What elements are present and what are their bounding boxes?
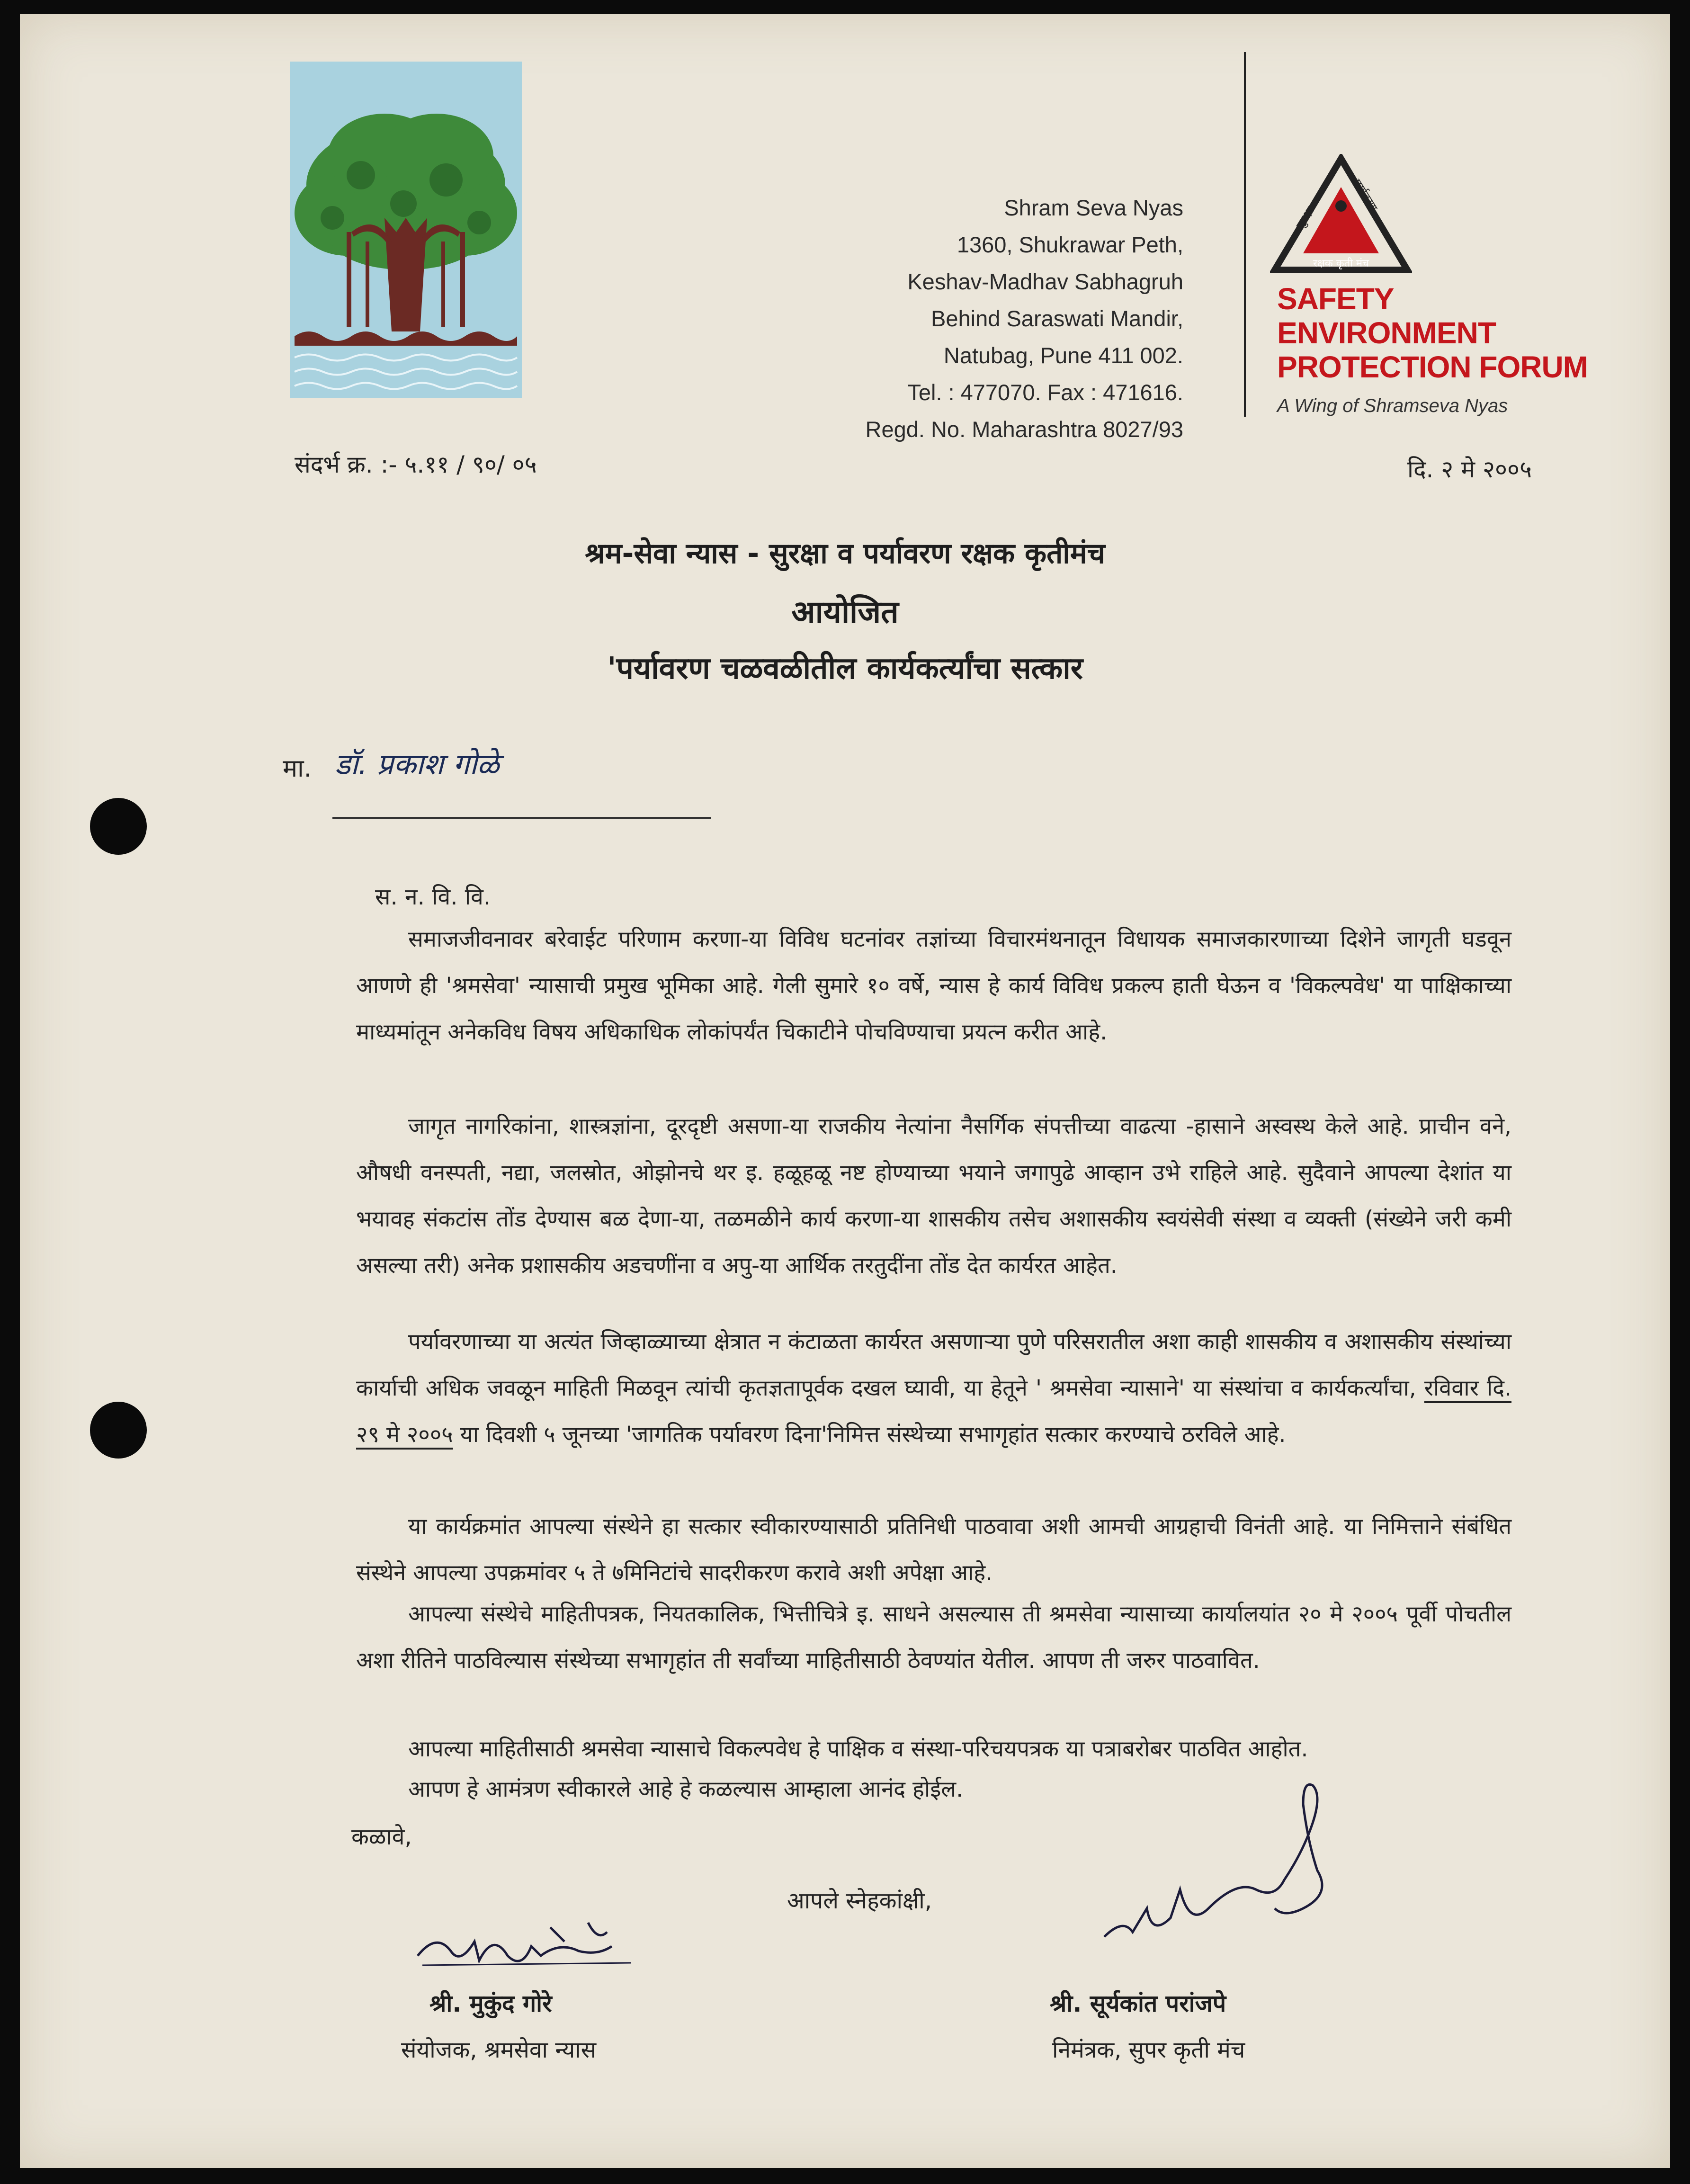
paragraph-text: समाजजीवनावर बरेवाईट परिणाम करणा-या विविध घटनांवर तज्ञांच्या विचारमंथनातून विधायक समाजकारणाच्या दिशेने जागृती घडवून आणणे ही 'श्रमसेवा' न्यासाची प्रमुख भूमिका आहे. गेली सुमारे १० वर्षे, न्यास हे कार्य विविध प्रकल्प हाती घेऊन व 'विकल्पवेध' या पाक्षिकाच्या माध्यमांतून अनेकविध विषय अधिकाधिक लोकांपर्यंत चिकाटीने पोचविण्याचा प्रयत्न करीत आहे. <box>356 926 1511 1045</box>
event-date: रविवार दि. २९ मे २००५ <box>356 1375 1511 1448</box>
salutation: स. न. वि. वि. <box>375 884 491 910</box>
forum-subtitle: A Wing of Shramseva Nyas <box>1277 395 1508 416</box>
svg-text:पर्यावरण: पर्यावरण <box>1350 177 1381 214</box>
address-line: Natubag, Pune 411 002. <box>943 343 1183 368</box>
paragraph-text: या कार्यक्रमांत आपल्या संस्थेने हा सत्कार स्वीकारण्यासाठी प्रतिनिधी पाठवावा अशी आमची आग्रहाची विनंती आहे. या निमित्ताने संबंधित संस्थेने आपल्या उपक्रमांवर ५ ते ७मिनिटांचे सादरीकरण करावे अशी अपेक्षा आहे. <box>356 1513 1511 1586</box>
paragraph <box>356 1591 1511 1684</box>
forum-title-line: SAFETY <box>1277 282 1394 316</box>
banyan-tree-icon <box>290 62 522 398</box>
paragraph-text: जागृत नागरिकांना, शास्त्रज्ञांना, दूरदृष्टी असणा-या राजकीय नेत्यांना नैसर्गिक संपत्तीच्या वाढत्या -हासाने अस्वस्थ केले आहे. प्राचीन वने, औषधी वनस्पती, नद्या, जलस्रोत, ओझोनचे थर इ. हळूहळू नष्ट होण्याच्या भयाने जगापुढे आव्हान उभे राहिले आहे. सुदैवाने आपल्या देशांत या भयावह संकटांस तोंड देण्यास बळ देणा-या, तळमळीने कार्य करणा-या शासकीय तसेच अशासकीय स्वयंसेवी संस्था व व्यक्ती (संख्येने जरी कमी असल्या तरी) अनेक प्रशासकीय अडचणींना व अपु-या आर्थिक तरतुदींना तोंड देत कार्यरत आहेत. <box>356 1113 1511 1279</box>
address-line: Tel. : 477070. Fax : 471616. <box>907 380 1183 405</box>
recipient-prefix: मा. <box>283 754 312 783</box>
regards: आपले स्नेहकांक्षी, <box>787 1888 932 1914</box>
svg-text:रक्षक कृती मंच: रक्षक कृती मंच <box>1313 258 1369 269</box>
paragraph-text: आपल्या संस्थेचे माहितीपत्रक, नियतकालिक, भित्तीचित्रे इ. साधने असल्यास ती श्रमसेवा न्यासाच्या कार्यालयांत २० मे २००५ पूर्वी पोचतील अशा रीतिने पाठविल्यास संस्थेच्या सभागृहांत ती सर्वांच्या माहितीसाठी ठेवण्यांत येतील. आपण ती जरुर पाठवावित. <box>356 1601 1511 1674</box>
signatory-name: श्री. मुकुंद गोरे <box>429 1990 552 2017</box>
signatory-role: निमंत्रक, सुपर कृती मंच <box>1052 2037 1245 2063</box>
address-line: Shram Seva Nyas <box>1004 195 1183 220</box>
paragraph <box>356 1726 1511 1772</box>
recipient-underline <box>332 817 711 819</box>
punch-hole <box>90 798 147 855</box>
heading-event: 'पर्यावरण चळवळीतील कार्यकर्त्यांचा सत्कार <box>607 651 1083 686</box>
address-line: 1360, Shukrawar Peth, <box>957 232 1183 257</box>
forum-title-line: PROTECTION FORUM <box>1277 350 1588 384</box>
heading-organised: आयोजित <box>791 594 899 630</box>
paragraph-text: आपल्या माहितीसाठी श्रमसेवा न्यासाचे विकल्पवेध हे पाक्षिक व संस्था-परिचयपत्रक या पत्राबरोबर पाठवित आहोत. <box>408 1736 1308 1762</box>
punch-hole <box>90 1402 147 1459</box>
paragraph <box>356 1504 1511 1596</box>
letter-paper <box>20 14 1670 2168</box>
address-line: Regd. No. Maharashtra 8027/93 <box>865 417 1183 442</box>
closing: कळावे, <box>351 1824 412 1850</box>
paragraph-text: पर्यावरणाच्या या अत्यंत जिव्हाळ्याच्या क्षेत्रात न कंटाळता कार्यरत असणाऱ्या पुणे परिसरातील अशा काही शासकीय व अशासकीय संस्थांच्या कार्याची अधिक जवळून माहिती मिळवून त्यांची कृतज्ञतापूर्वक दखल घ्यावी, या हेतूने ' श्रमसेवा न्यासाने' या संस्थांचा व कार्यकर्त्यांचा, <box>356 1329 1511 1401</box>
header-divider <box>1244 52 1246 417</box>
reference-number: संदर्भ क्र. :- ५.११ / ९०/ ०५ <box>295 451 537 478</box>
signature-right <box>1095 1766 1360 1965</box>
recipient-name: डॉ. प्रकाश गोळे <box>335 747 500 781</box>
forum-title-line: ENVIRONMENT <box>1277 316 1496 350</box>
address-line: Behind Saraswati Mandir, <box>931 306 1183 331</box>
signatory-role: संयोजक, श्रमसेवा न्यास <box>401 2037 597 2063</box>
forum-title <box>1277 282 1588 384</box>
paragraph <box>356 1103 1511 1289</box>
paragraph <box>356 916 1511 1056</box>
signatory-name: श्री. सूर्यकांत परांजपे <box>1050 1990 1226 2017</box>
signature-left <box>408 1913 654 1979</box>
paragraph-text: या दिवशी ५ जूनच्या 'जागतिक पर्यावरण दिना'निमित्त संस्थेच्या सभागृहांत सत्कार करण्याचे ठरविले आहे. <box>460 1422 1286 1448</box>
forum-triangle-emblem-icon <box>1270 154 1412 277</box>
paragraph-text: आपण हे आमंत्रण स्वीकारले आहे हे कळल्यास आम्हाला आनंद होईल. <box>408 1776 964 1802</box>
letter-date: दि. २ मे २००५ <box>1407 456 1532 483</box>
tree-logo <box>290 62 522 398</box>
svg-text:सुरक्षा: सुरक्षा <box>1293 204 1317 232</box>
heading-organisation: श्रम-सेवा न्यास - सुरक्षा व पर्यावरण रक्षक कृतीमंच <box>585 537 1105 570</box>
paragraph <box>356 1319 1511 1458</box>
address-line: Keshav-Madhav Sabhagruh <box>907 269 1183 294</box>
letterhead-address <box>866 189 1183 448</box>
